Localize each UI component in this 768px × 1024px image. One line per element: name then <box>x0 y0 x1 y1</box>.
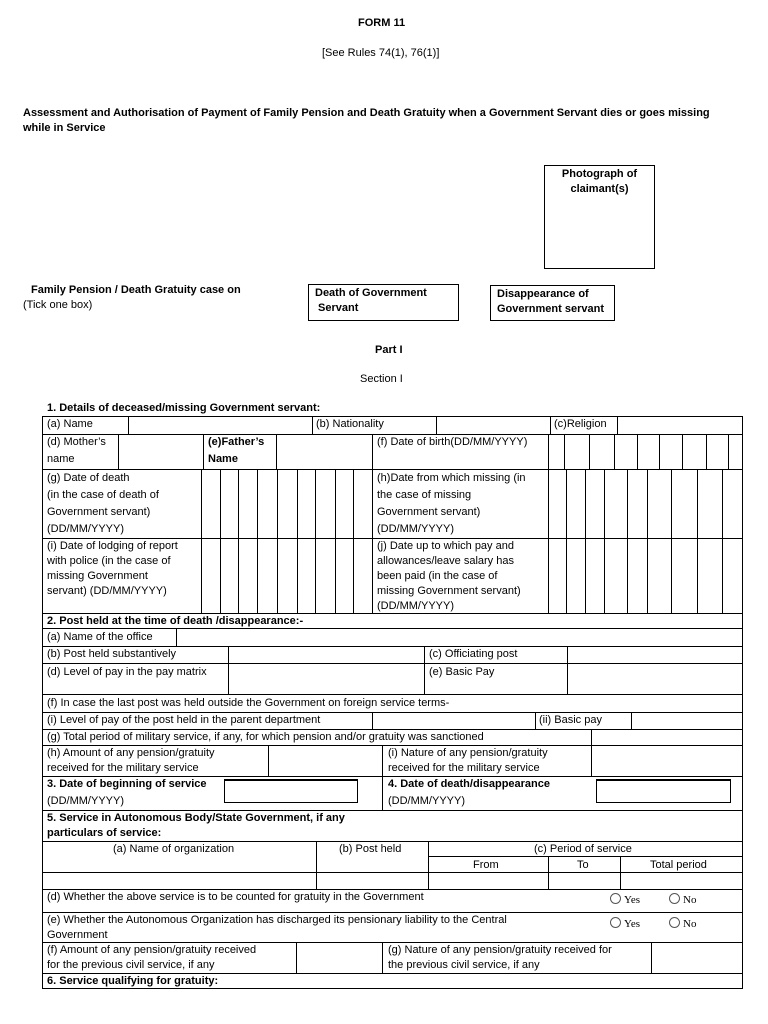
mother-name-label-line2: name <box>47 453 75 465</box>
parent-pay-level-label: (i) Level of pay of the post held in the parent department <box>47 714 321 726</box>
disappearance-label-line2: Government servant <box>497 303 604 315</box>
dob-label: (f) Date of birth(DD/MM/YYYY) <box>377 436 528 448</box>
disappearance-label-line1: Disappearance of <box>497 288 589 300</box>
radio-circle-icon <box>610 893 621 904</box>
father-name-label-line2: Name <box>208 453 238 465</box>
form-title: FORM 11 <box>358 17 406 29</box>
police-report-line2: with police (in the case of <box>47 555 171 567</box>
post-substantive-label: (b) Post held substantively <box>47 648 177 660</box>
name-label: (a) Name <box>47 418 93 430</box>
total-period-header: Total period <box>650 859 707 871</box>
police-report-line4: servant) (DD/MM/YYYY) <box>47 585 167 597</box>
counted-for-gratuity-label: (d) Whether the above service is to be counted for gratuity in the Government <box>47 891 424 903</box>
civil-amount-label-line2: for the previous civil service, if any <box>47 959 215 971</box>
form-heading-line2: while in Service <box>23 122 106 134</box>
military-period-label: (g) Total period of military service, if any, for which pension and/or gratuity was sanctioned <box>47 731 484 743</box>
parent-basic-pay-label: (ii) Basic pay <box>539 714 602 726</box>
section1-title: 1. Details of deceased/missing Government servant: <box>47 402 321 414</box>
photo-label-line1: Photograph of <box>561 168 638 180</box>
date-of-death-line2: (in the case of death of <box>47 489 159 501</box>
pay-level-label: (d) Level of pay in the pay matrix <box>47 666 207 678</box>
military-amount-label-line2: received for the military service <box>47 762 199 774</box>
section3-label-line1: 3. Date of beginning of service <box>47 778 207 790</box>
period-to-header: To <box>577 859 589 871</box>
form-heading-line1: Assessment and Authorisation of Payment of Family Pension and Death Gratuity when a Government Servant dies or goes missing <box>23 107 710 119</box>
counted-yes-radio[interactable] <box>610 893 640 906</box>
section5-title-line1: 5. Service in Autonomous Body/State Government, if any <box>47 812 345 824</box>
organization-name-header: (a) Name of organization <box>113 843 235 855</box>
no-label: No <box>683 894 697 906</box>
date-missing-line4: (DD/MM/YYYY) <box>377 523 454 535</box>
discharged-yes-radio[interactable] <box>610 917 640 930</box>
death-label-line1: Death of Government <box>315 287 427 299</box>
date-missing-label <box>377 470 526 538</box>
date-missing-line1: (h)Date from which missing (in <box>377 472 526 484</box>
father-name-label-line1: (e)Father’s <box>208 436 265 448</box>
no-label: No <box>683 918 697 930</box>
death-label-line2: Servant <box>318 302 359 314</box>
period-from-header: From <box>473 859 499 871</box>
yes-label: Yes <box>624 894 641 906</box>
pay-upto-line5: (DD/MM/YYYY) <box>377 600 454 612</box>
military-nature-label-line2: received for the military service <box>388 762 540 774</box>
date-of-death-line1: (g) Date of death <box>47 472 130 484</box>
foreign-service-label: (f) In case the last post was held outside the Government on foreign service terms- <box>47 697 450 709</box>
pay-upto-line1: (j) Date up to which pay and <box>377 540 514 552</box>
section4-label-line1: 4. Date of death/disappearance <box>388 778 550 790</box>
military-nature-label-line1: (i) Nature of any pension/gratuity <box>388 747 548 759</box>
tick-one-box-label: (Tick one box) <box>23 299 93 311</box>
radio-circle-icon <box>669 893 680 904</box>
discharged-liability-label-line2: Government <box>47 929 108 941</box>
section2-title: 2. Post held at the time of death /disappearance:- <box>47 615 304 627</box>
date-missing-line3: Government servant) <box>377 506 481 518</box>
discharged-liability-label-line1: (e) Whether the Autonomous Organization has discharged its pensionary liability to the Central <box>47 914 507 926</box>
part-label: Part I <box>375 344 403 356</box>
date-of-death-label <box>47 470 159 538</box>
death-disappearance-date-input[interactable] <box>596 779 731 803</box>
mother-name-label-line1: (d) Mother’s <box>47 436 106 448</box>
section3-label-line2: (DD/MM/YYYY) <box>47 795 124 807</box>
counted-no-radio[interactable] <box>669 893 696 906</box>
period-of-service-header: (c) Period of service <box>534 843 632 855</box>
civil-amount-label-line1: (f) Amount of any pension/gratuity received <box>47 944 257 956</box>
post-held-header: (b) Post held <box>339 843 402 855</box>
radio-circle-icon <box>669 917 680 928</box>
rules-reference: [See Rules 74(1), 76(1)] <box>322 47 440 59</box>
religion-label: (c)Religion <box>554 418 607 430</box>
military-amount-label-line1: (h) Amount of any pension/gratuity <box>47 747 215 759</box>
police-report-line1: (i) Date of lodging of report <box>47 540 178 552</box>
photo-label-line2: claimant(s) <box>570 183 629 195</box>
date-missing-line2: the case of missing <box>377 489 472 501</box>
police-report-line3: missing Government <box>47 570 148 582</box>
case-on-label: Family Pension / Death Gratuity case on <box>31 284 241 296</box>
section5-title-line2: particulars of service: <box>47 827 162 839</box>
radio-circle-icon <box>610 917 621 928</box>
pay-upto-line3: been paid (in the case of <box>377 570 498 582</box>
service-begin-date-input[interactable] <box>224 779 358 803</box>
nationality-label: (b) Nationality <box>316 418 384 430</box>
discharged-no-radio[interactable] <box>669 917 696 930</box>
civil-nature-label-line1: (g) Nature of any pension/gratuity received for <box>388 944 612 956</box>
office-name-label: (a) Name of the office <box>47 631 153 643</box>
pay-upto-label <box>377 539 521 614</box>
pay-upto-line2: allowances/leave salary has <box>377 555 514 567</box>
police-report-label <box>47 539 178 599</box>
section4-label-line2: (DD/MM/YYYY) <box>388 795 465 807</box>
section6-title: 6. Service qualifying for gratuity: <box>47 975 219 987</box>
yes-label: Yes <box>624 918 641 930</box>
officiating-post-label: (c) Officiating post <box>429 648 518 660</box>
date-of-death-line4: (DD/MM/YYYY) <box>47 523 124 535</box>
civil-nature-label-line2: the previous civil service, if any <box>388 959 540 971</box>
date-of-death-line3: Government servant) <box>47 506 151 518</box>
pay-upto-line4: missing Government servant) <box>377 585 521 597</box>
section-label: Section I <box>360 373 403 385</box>
basic-pay-label: (e) Basic Pay <box>429 666 495 678</box>
